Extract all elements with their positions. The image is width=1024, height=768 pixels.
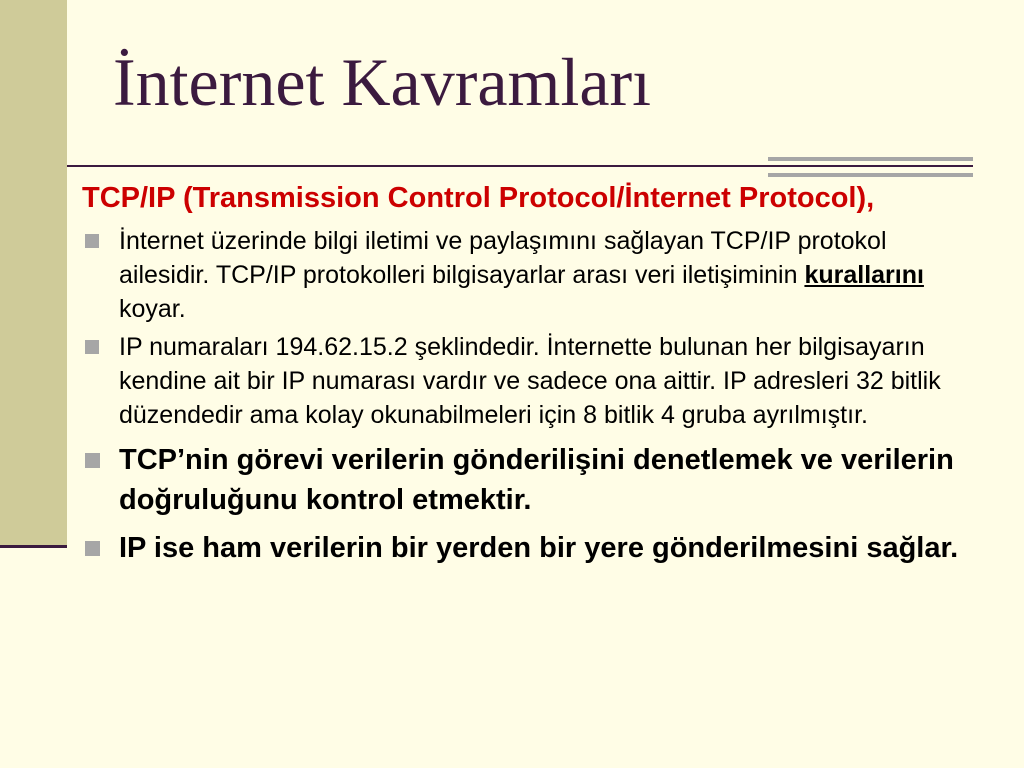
- slide-content: [82, 180, 982, 568]
- accent-bar-top: [768, 157, 973, 161]
- square-bullet-icon: [85, 234, 99, 248]
- bullet-item-ip-numbers: [82, 330, 982, 432]
- emphasis-text: kurallarını: [804, 261, 924, 289]
- square-bullet-icon: [85, 453, 100, 468]
- square-bullet-icon: [85, 340, 99, 354]
- left-decorative-band: [0, 0, 67, 545]
- bullet-text: TCP’nin görevi verilerin gönderilişini denetlemek ve verilerin doğruluğunu kontrol etmektir.: [119, 444, 954, 516]
- accent-bar-bottom: [768, 173, 973, 177]
- title-divider: [67, 165, 973, 167]
- bullet-text-end: koyar.: [119, 295, 186, 323]
- square-bullet-icon: [85, 541, 100, 556]
- slide-title: İnternet Kavramları: [113, 44, 652, 120]
- bullet-text: İnternet üzerinde bilgi iletimi ve paylaşımını sağlayan TCP/IP protokol ailesidir. TCP/IP protokolleri bilgisayarlar arası veri iletişiminin: [119, 227, 887, 289]
- bullet-item-tcp-role: [82, 440, 982, 520]
- slide-heading: TCP/IP (Transmission Control Protocol/İnternet Protocol),: [82, 182, 875, 214]
- bullet-text: IP numaraları 194.62.15.2 şeklindedir. İnternette bulunan her bilgisayarın kendine ait bir IP numarası vardır ve sadece ona aittir. IP adresleri 32 bitlik düzendedir ama kolay okunabilmeleri için 8 bitlik 4 gruba ayrılmıştır.: [119, 333, 941, 429]
- bullet-text: IP ise ham verilerin bir yerden bir yere gönderilmesini sağlar.: [119, 532, 959, 564]
- left-band-divider: [0, 545, 67, 548]
- bullet-item-ip-role: [82, 528, 982, 568]
- bullet-item-tcpip-family: [82, 224, 982, 326]
